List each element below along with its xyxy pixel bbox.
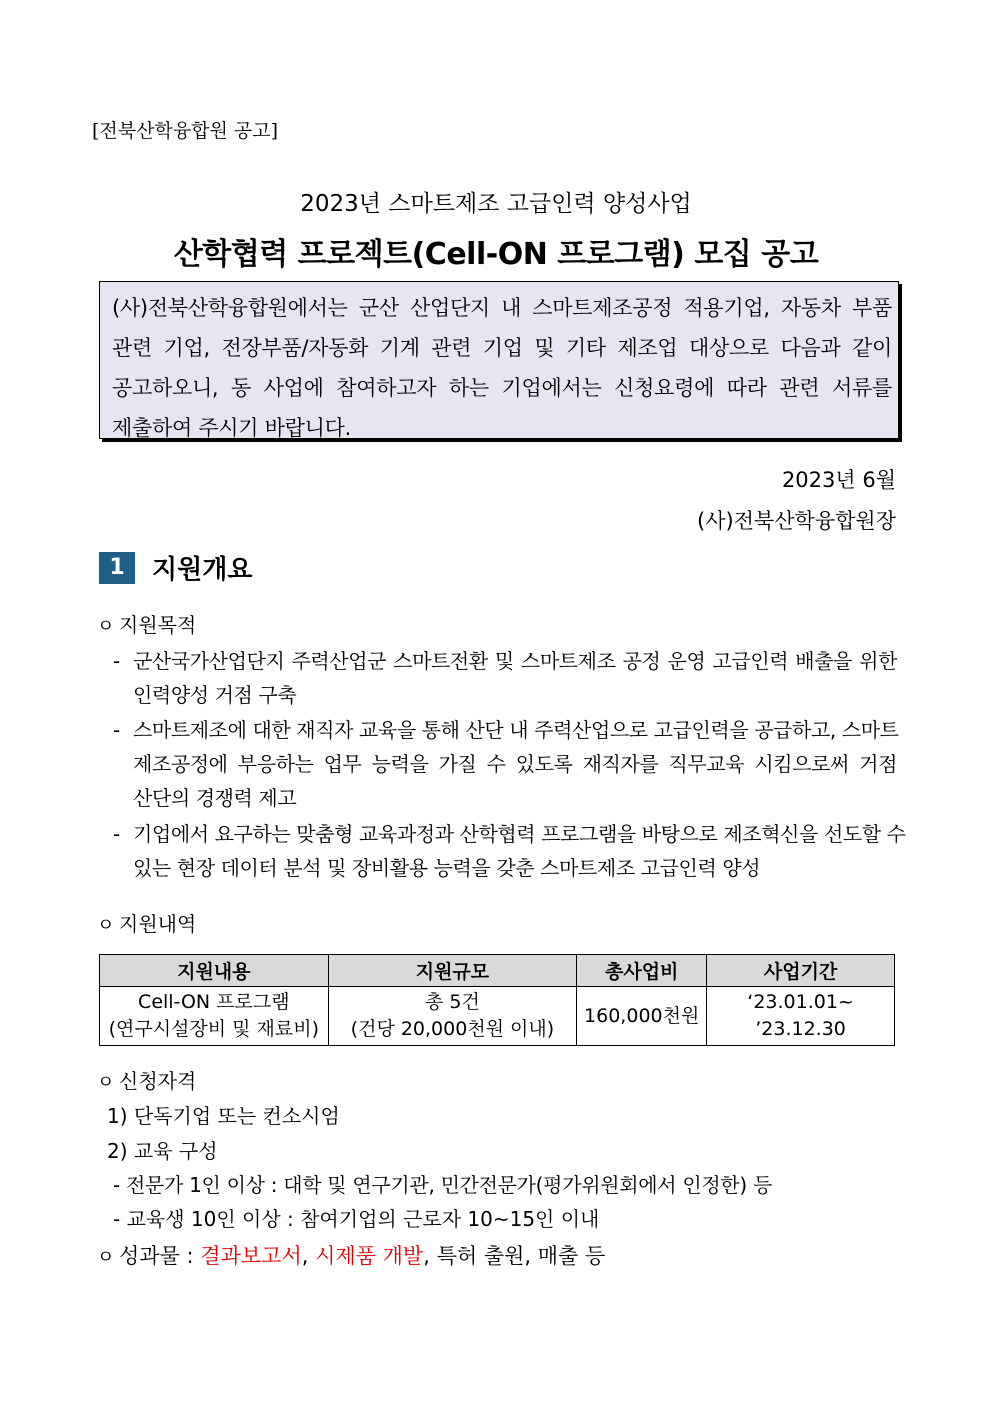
bullet-icon: ㅇ — [97, 1072, 115, 1093]
notice-date: 2023년 6월 — [781, 468, 896, 492]
outcome-report: 결과보고서 — [200, 1244, 302, 1268]
cell-line: Cell-ON 프로그램 — [138, 991, 290, 1013]
support-table — [99, 954, 895, 1046]
table-header-row — [100, 955, 895, 987]
eligibility-subitem — [113, 1203, 599, 1232]
notice-tag: [전북산학융합원 공고] — [92, 120, 279, 142]
support-label: 지원내역 — [119, 912, 197, 936]
bullet-icon: ㅇ — [97, 915, 115, 936]
list-item-line: 제조공정에 부응하는 업무 능력을 가질 수 있도록 재직자를 직무교육 시킴으로써 거점 — [133, 752, 897, 776]
cell-line: (건당 20,000천원 이내) — [350, 1018, 555, 1040]
list-item — [113, 713, 897, 815]
intro-line: 제출하여 주시기 바랍니다. — [112, 416, 351, 440]
outcomes-label: 성과물 : — [119, 1244, 194, 1268]
outcome-prototype: 시제품 개발 — [315, 1244, 424, 1268]
purpose-label: 지원목적 — [119, 613, 197, 637]
list-item-line: 군산국가산업단지 주력산업군 스마트전환 및 스마트제조 공정 운영 고급인력 배출을 위한 — [133, 649, 897, 673]
bullet-icon: ㅇ — [97, 1247, 115, 1268]
eligibility-item: 1) 단독기업 또는 컨소시엄 — [107, 1104, 340, 1128]
list-item-line: 있는 현장 데이터 분석 및 장비활용 능력을 갖춘 스마트제조 고급인력 양성 — [133, 856, 761, 880]
eligibility-label: 신청자격 — [119, 1069, 197, 1093]
subitem-text: 교육생 10인 이상 : 참여기업의 근로자 10~15인 이내 — [126, 1207, 600, 1231]
cell-line: 총 5건 — [425, 991, 480, 1013]
list-item-line: 스마트제조에 대한 재직자 교육을 통해 산단 내 주력산업으로 고급인력을 공급하고, 스마트 — [133, 718, 899, 742]
list-item-line: 인력양성 거점 구축 — [133, 683, 297, 707]
bullet-icon: ㅇ — [97, 616, 115, 637]
page-title: 산학협력 프로젝트(Cell-ON 프로그램) 모집 공고 — [173, 237, 819, 272]
section-title: 지원개요 — [152, 555, 253, 585]
dash-icon: - — [113, 1173, 120, 1197]
support-heading — [97, 908, 196, 937]
table-cell-content — [100, 987, 329, 1046]
table-cell-period — [707, 987, 895, 1046]
intro-line: 공고하오니, 동 사업에 참여하고자 하는 기업에서는 신청요령에 따라 관련 서류를 — [112, 376, 892, 400]
subitem-text: 전문가 1인 이상 : 대학 및 연구기관, 민간전문가(평가위원회에서 인정한) 등 — [125, 1173, 773, 1197]
column-header: 지원규모 — [328, 955, 577, 987]
intro-line: (사)전북산학융합원에서는 군산 산업단지 내 스마트제조공정 적용기업, 자동차 부품 — [112, 296, 892, 320]
outcomes-line — [97, 1240, 605, 1270]
table-cell-scale — [328, 987, 577, 1046]
cell-line: ’23.12.30 — [755, 1018, 846, 1040]
column-header: 총사업비 — [577, 955, 707, 987]
dash-icon: - — [113, 1207, 121, 1231]
eligibility-heading — [97, 1065, 196, 1094]
list-item-line: 산단의 경쟁력 제고 — [133, 786, 297, 810]
eligibility-subitem — [113, 1169, 772, 1198]
table-row — [100, 987, 895, 1046]
list-item — [113, 644, 897, 712]
eligibility-item: 2) 교육 구성 — [107, 1139, 218, 1163]
list-item-line: 기업에서 요구하는 맞춤형 교육과정과 산학협력 프로그램을 바탕으로 제조혁신을 선도할 수 — [133, 822, 906, 846]
list-item — [113, 817, 906, 885]
intro-box — [99, 281, 899, 439]
dash-icon: - — [113, 718, 120, 742]
outcome-separator: , — [301, 1244, 309, 1268]
column-header: 사업기간 — [707, 955, 895, 987]
cell-line: (연구시설장비 및 재료비) — [108, 1018, 320, 1040]
column-header: 지원내용 — [100, 955, 329, 987]
dash-icon: - — [113, 822, 120, 846]
section-number-badge: 1 — [99, 552, 135, 584]
purpose-heading — [97, 609, 196, 638]
table-cell-budget: 160,000천원 — [577, 987, 707, 1046]
organization-name: (사)전북산학융합원장 — [697, 509, 896, 533]
intro-line: 관련 기업, 전장부품/자동화 기계 관련 기업 및 기타 제조업 대상으로 다음과 같이 — [112, 336, 892, 360]
cell-line: ‘23.01.01~ — [747, 991, 854, 1013]
outcome-rest: , 특허 출원, 매출 등 — [423, 1244, 606, 1268]
page-subtitle: 2023년 스마트제조 고급인력 양성사업 — [300, 191, 692, 217]
dash-icon: - — [113, 649, 120, 673]
